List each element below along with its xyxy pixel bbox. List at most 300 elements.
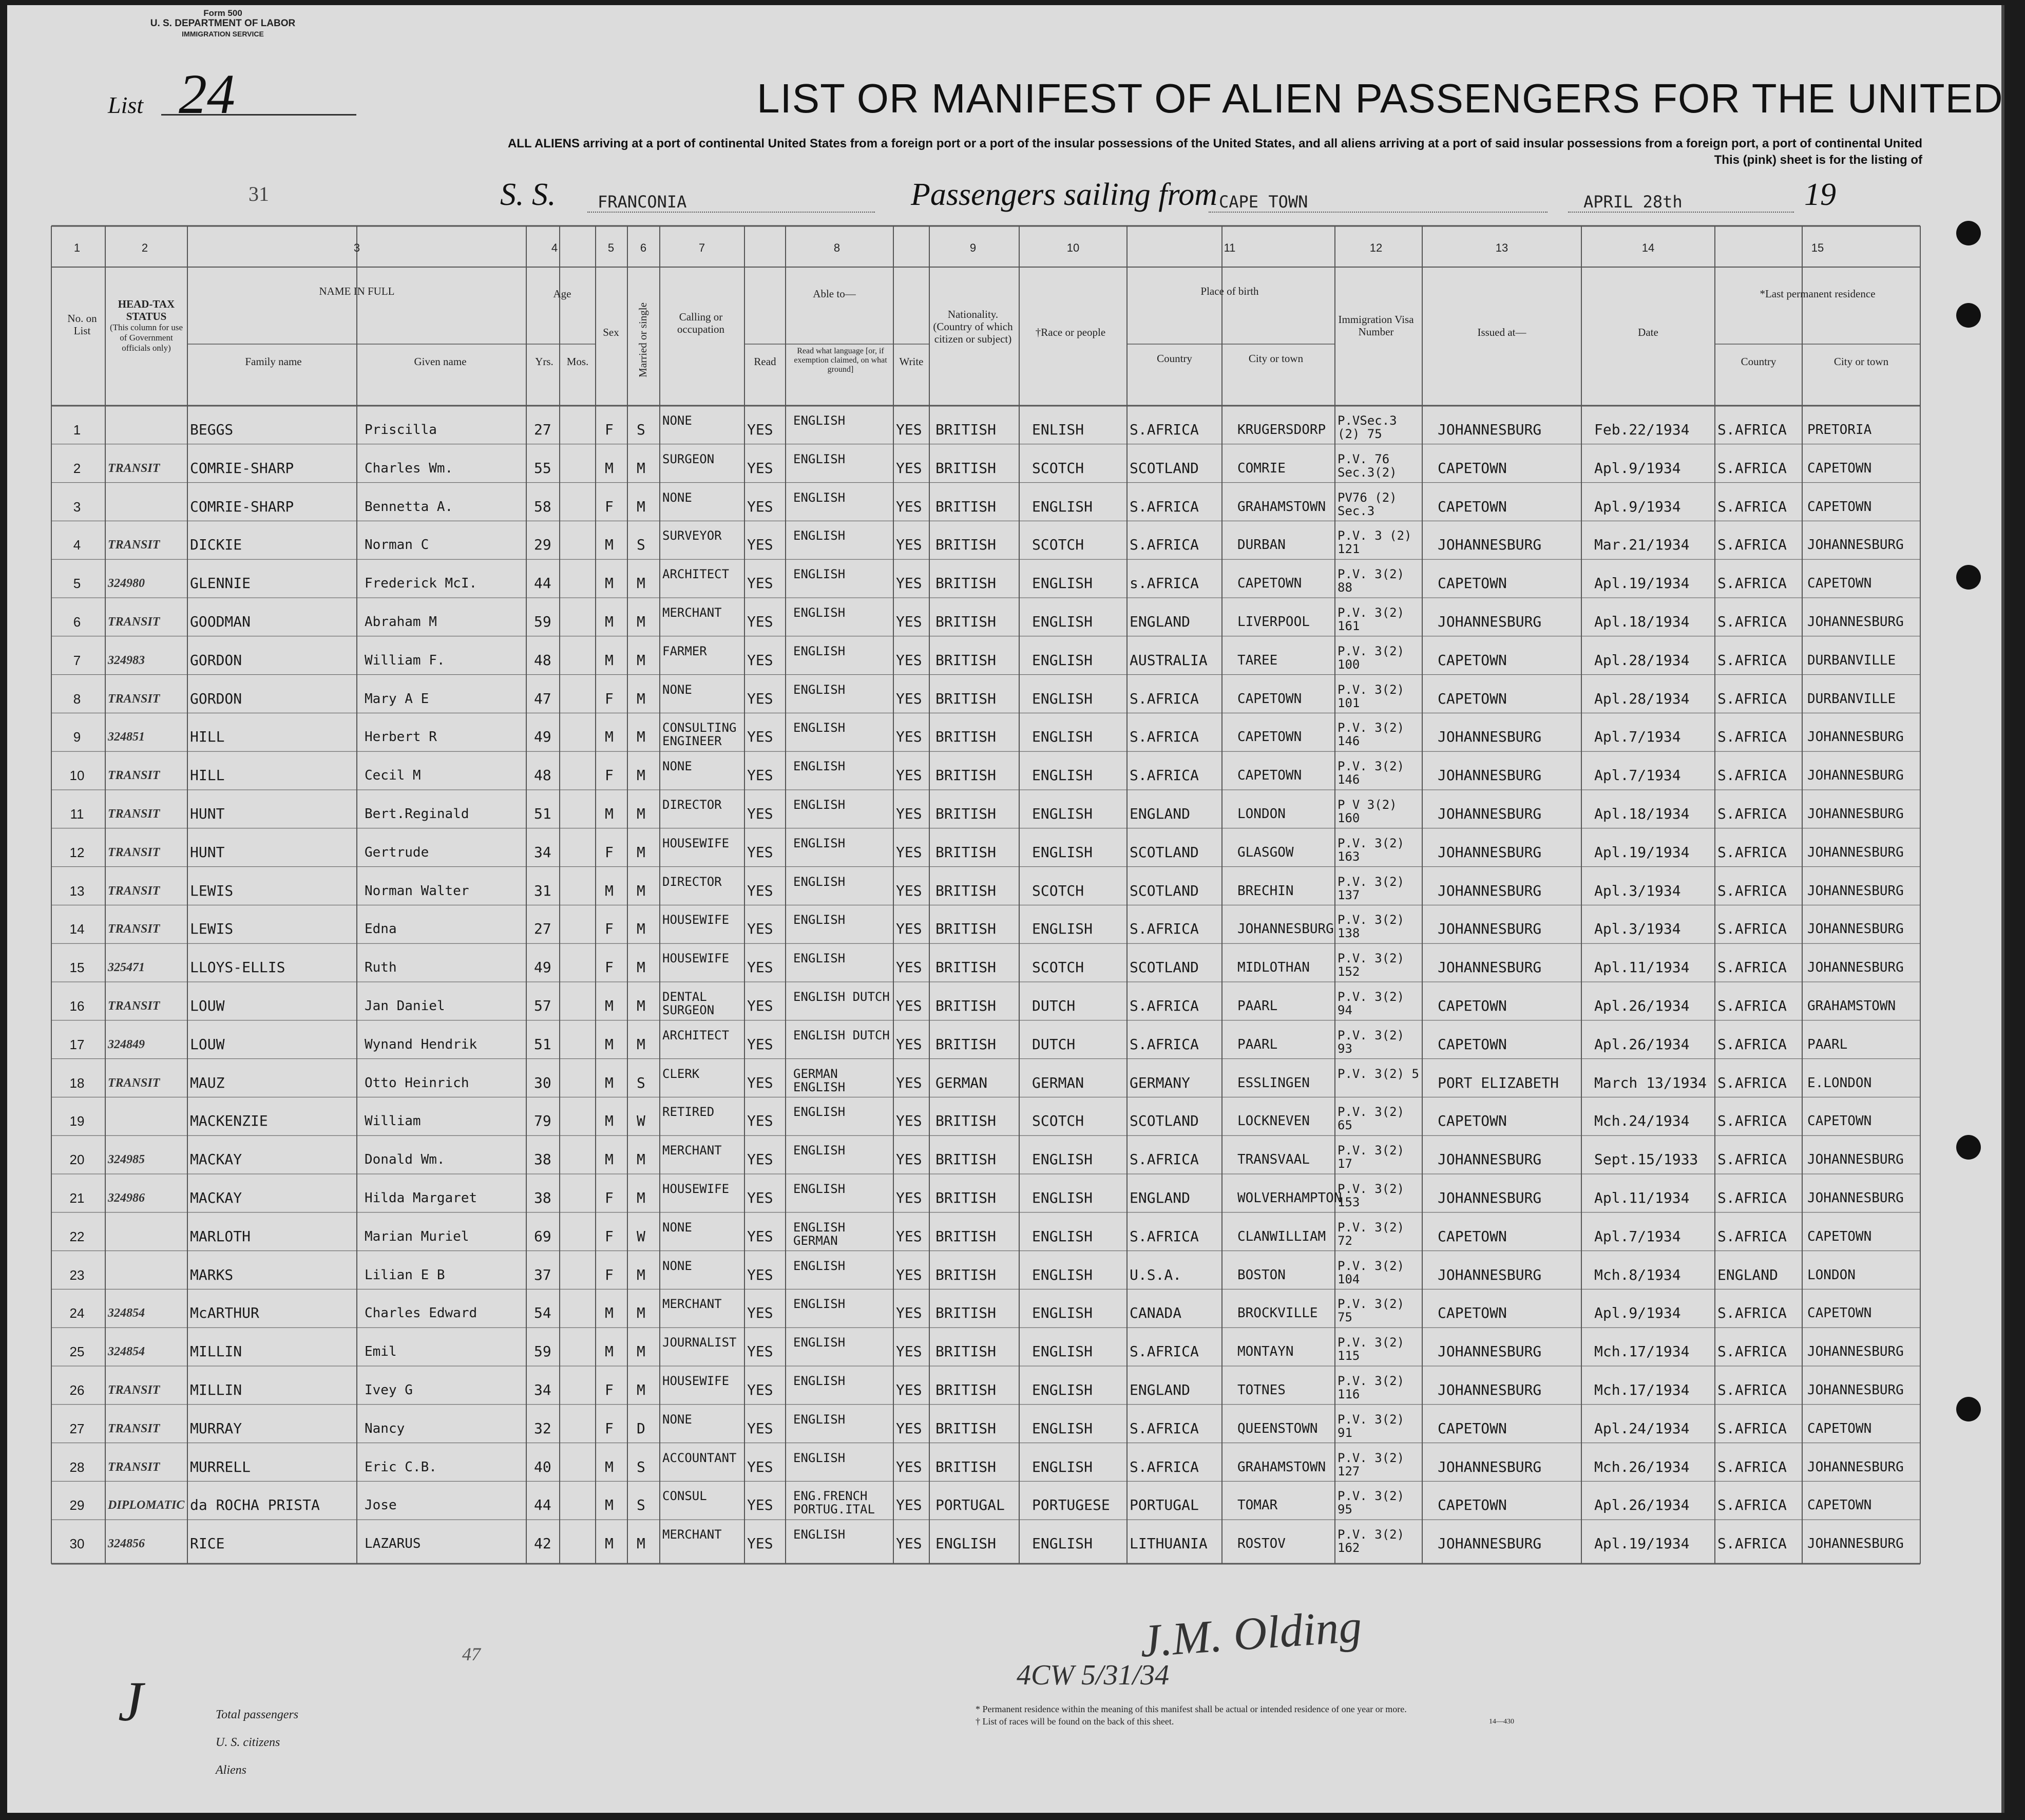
header-head-tax bbox=[108, 298, 185, 353]
marital-status: M bbox=[637, 613, 645, 630]
footnote-residence: * Permanent residence within the meaning of this manifest shall be actual or intended residence of one year or more. bbox=[976, 1704, 1407, 1714]
residence-city: CAPETOWN bbox=[1807, 1420, 1872, 1436]
read-language: ENGLISH bbox=[793, 1412, 846, 1427]
sex: M bbox=[605, 1151, 614, 1168]
header-married bbox=[627, 288, 658, 390]
residence-city: JOHANNESBURG bbox=[1807, 537, 1904, 553]
birth-city: MIDLOTHAN bbox=[1237, 960, 1310, 976]
residence-city: JOHANNESBURG bbox=[1807, 1536, 1904, 1552]
visa-number: P.V. 3(2) 93 bbox=[1338, 1028, 1405, 1056]
row-number: 4 bbox=[73, 537, 81, 553]
occupation: FARMER bbox=[662, 643, 707, 658]
header-head-tax-note: (This column for use of Government officials only) bbox=[109, 323, 183, 353]
row-number: 15 bbox=[69, 960, 85, 976]
issued-at: CAPETOWN bbox=[1438, 651, 1507, 669]
ship-name: FRANCONIA bbox=[598, 192, 687, 212]
birth-city: COMRIE bbox=[1237, 460, 1286, 476]
issued-at: JOHANNESBURG bbox=[1438, 805, 1542, 822]
visa-date: Apl.18/1934 bbox=[1594, 613, 1690, 630]
can-write: YES bbox=[896, 920, 922, 938]
visa-date: Apl.9/1934 bbox=[1594, 459, 1681, 477]
occupation: HOUSEWIFE bbox=[662, 913, 730, 927]
sex: M bbox=[605, 1496, 614, 1514]
head-tax-status: 324854 bbox=[108, 1345, 145, 1359]
family-name: HUNT bbox=[190, 843, 225, 861]
birth-country: S.AFRICA bbox=[1130, 498, 1199, 515]
list-number: 24 bbox=[179, 63, 235, 125]
given-name: Otto Heinrich bbox=[365, 1075, 469, 1091]
race: ENGLISH bbox=[1032, 843, 1093, 861]
occupation: SURVEYOR bbox=[662, 528, 722, 543]
departure-port: CAPE TOWN bbox=[1219, 192, 1308, 212]
age-years: 49 bbox=[534, 959, 551, 976]
birth-city: DURBAN bbox=[1237, 537, 1286, 553]
age-years: 37 bbox=[534, 1266, 551, 1283]
residence-country: S.AFRICA bbox=[1717, 843, 1787, 861]
residence-country: S.AFRICA bbox=[1717, 1304, 1787, 1322]
row-number: 9 bbox=[73, 729, 81, 745]
birth-city: ROSTOV bbox=[1237, 1536, 1286, 1552]
given-name: Edna bbox=[365, 921, 397, 937]
race: ENGLISH bbox=[1032, 1458, 1093, 1475]
given-name: LAZARUS bbox=[365, 1536, 421, 1552]
column-number: 8 bbox=[833, 241, 840, 254]
can-read: YES bbox=[747, 1189, 773, 1206]
residence-country: ENGLAND bbox=[1717, 1266, 1779, 1283]
family-name: RICE bbox=[190, 1535, 225, 1552]
row-number: 26 bbox=[69, 1382, 85, 1398]
column-number: 13 bbox=[1495, 241, 1508, 254]
given-name: Ruth bbox=[365, 960, 397, 976]
can-write: YES bbox=[896, 1496, 922, 1514]
birth-city: TAREE bbox=[1237, 652, 1278, 668]
age-years: 59 bbox=[534, 1343, 551, 1360]
birth-country: S.AFRICA bbox=[1130, 1419, 1199, 1437]
given-name: Gertrude bbox=[365, 844, 429, 860]
given-name: Abraham M bbox=[365, 614, 437, 630]
row-number: 10 bbox=[69, 768, 85, 784]
head-tax-status: 325471 bbox=[108, 961, 145, 975]
header-calling-label: Calling or occupation bbox=[677, 311, 725, 335]
row-number: 2 bbox=[73, 460, 81, 476]
visa-number: P.V. 3(2) 152 bbox=[1338, 951, 1405, 979]
read-language: ENGLISH bbox=[793, 836, 846, 850]
footer-annotation: 4CW 5/31/34 bbox=[1017, 1659, 1170, 1691]
birth-city: PAARL bbox=[1237, 998, 1278, 1014]
can-read: YES bbox=[747, 1151, 773, 1168]
residence-city: JOHANNESBURG bbox=[1807, 921, 1904, 937]
residence-city: DURBANVILLE bbox=[1807, 691, 1896, 707]
can-read: YES bbox=[747, 651, 773, 669]
residence-country: S.AFRICA bbox=[1717, 421, 1787, 438]
row-number: 29 bbox=[69, 1497, 85, 1513]
residence-country: S.AFRICA bbox=[1717, 1419, 1787, 1437]
read-language: ENGLISH bbox=[793, 759, 846, 774]
ship-line bbox=[587, 212, 875, 213]
can-write: YES bbox=[896, 1112, 922, 1130]
marital-status: M bbox=[637, 459, 645, 477]
sex: F bbox=[605, 843, 614, 861]
sex: F bbox=[605, 421, 614, 438]
residence-country: S.AFRICA bbox=[1717, 1381, 1787, 1398]
residence-country: S.AFRICA bbox=[1717, 690, 1787, 707]
visa-date: Apl.11/1934 bbox=[1594, 959, 1690, 976]
nationality: BRITISH bbox=[935, 728, 997, 746]
read-language: ENGLISH bbox=[793, 682, 846, 697]
birth-country: S.AFRICA bbox=[1130, 920, 1199, 938]
residence-city: CAPETOWN bbox=[1807, 460, 1872, 476]
given-name: Nancy bbox=[365, 1420, 405, 1436]
given-name: Norman Walter bbox=[365, 883, 469, 899]
race: ENLISH bbox=[1032, 421, 1084, 438]
can-write: YES bbox=[896, 459, 922, 477]
header-family-label: Family name bbox=[245, 355, 302, 368]
residence-country: S.AFRICA bbox=[1717, 1343, 1787, 1360]
race: ENGLISH bbox=[1032, 613, 1093, 630]
visa-date: Mch.26/1934 bbox=[1594, 1458, 1690, 1475]
sex: M bbox=[605, 1343, 614, 1360]
birth-country: CANADA bbox=[1130, 1304, 1182, 1322]
sex: M bbox=[605, 728, 614, 746]
given-name: Charles Edward bbox=[365, 1305, 477, 1321]
visa-number: P.V. 3(2) 75 bbox=[1338, 1297, 1405, 1325]
port-line bbox=[1209, 212, 1548, 213]
head-tax-status: TRANSIT bbox=[108, 807, 160, 821]
marital-status: M bbox=[637, 1304, 645, 1322]
nationality: BRITISH bbox=[935, 843, 997, 861]
can-read: YES bbox=[747, 959, 773, 976]
given-name: Norman C bbox=[365, 537, 429, 553]
residence-country: S.AFRICA bbox=[1717, 459, 1787, 477]
nationality: BRITISH bbox=[935, 920, 997, 938]
nationality: BRITISH bbox=[935, 1304, 997, 1322]
occupation: HOUSEWIFE bbox=[662, 836, 730, 850]
race: ENGLISH bbox=[1032, 1266, 1093, 1283]
visa-number: P.V. 3(2) 17 bbox=[1338, 1143, 1405, 1171]
occupation: NONE bbox=[662, 490, 692, 505]
issued-at: CAPETOWN bbox=[1438, 1112, 1507, 1130]
column-number: 2 bbox=[141, 241, 148, 254]
occupation: DIRECTOR bbox=[662, 874, 722, 889]
issued-at: JOHANNESBURG bbox=[1438, 843, 1542, 861]
marital-status: M bbox=[637, 920, 645, 938]
read-language: ENGLISH bbox=[793, 1335, 846, 1350]
sex: F bbox=[605, 1266, 614, 1283]
age-years: 40 bbox=[534, 1458, 551, 1475]
visa-date: March 13/1934 bbox=[1594, 1074, 1707, 1091]
can-read: YES bbox=[747, 1496, 773, 1514]
residence-country: S.AFRICA bbox=[1717, 1189, 1787, 1206]
sex: F bbox=[605, 1227, 614, 1245]
age-years: 31 bbox=[534, 882, 551, 899]
sex: M bbox=[605, 1112, 614, 1130]
residence-country: S.AFRICA bbox=[1717, 882, 1787, 899]
age-years: 58 bbox=[534, 498, 551, 515]
header-no-label: No. on List bbox=[67, 312, 97, 337]
header-given bbox=[357, 355, 524, 368]
column-number: 15 bbox=[1811, 241, 1824, 254]
can-read: YES bbox=[747, 997, 773, 1014]
can-write: YES bbox=[896, 1304, 922, 1322]
marital-status: D bbox=[637, 1419, 645, 1437]
head-tax-status: TRANSIT bbox=[108, 769, 160, 783]
row-number: 27 bbox=[69, 1420, 85, 1436]
column-number: 3 bbox=[353, 241, 360, 254]
can-read: YES bbox=[747, 1381, 773, 1398]
residence-city: CAPETOWN bbox=[1807, 1228, 1872, 1244]
row-number: 6 bbox=[73, 614, 81, 630]
age-years: 69 bbox=[534, 1227, 551, 1245]
can-read: YES bbox=[747, 690, 773, 707]
can-read: YES bbox=[747, 421, 773, 438]
residence-city: CAPETOWN bbox=[1807, 1113, 1872, 1129]
birth-country: ENGLAND bbox=[1130, 1189, 1191, 1206]
header-birth-city-label: City or town bbox=[1248, 352, 1304, 365]
signature: J.M. Olding bbox=[1138, 1601, 1364, 1667]
header-birth-city bbox=[1222, 352, 1330, 365]
can-write: YES bbox=[896, 843, 922, 861]
birth-city: TOMAR bbox=[1237, 1497, 1278, 1513]
occupation: DIRECTOR bbox=[662, 798, 722, 812]
read-language: GERMAN ENGLISH bbox=[793, 1066, 846, 1094]
sex: M bbox=[605, 1535, 614, 1552]
row-number: 7 bbox=[73, 652, 81, 668]
header-read-lang-label: Read what language [or, if exemption claimed, on what ground] bbox=[794, 347, 887, 374]
occupation: NONE bbox=[662, 1412, 692, 1427]
issued-at: JOHANNESBURG bbox=[1438, 1266, 1542, 1283]
visa-number: P.V. 3(2) 115 bbox=[1338, 1335, 1405, 1363]
given-name: Wynand Hendrik bbox=[365, 1036, 477, 1052]
sex: F bbox=[605, 920, 614, 938]
marital-status: M bbox=[637, 1381, 645, 1398]
given-name: Marian Muriel bbox=[365, 1228, 469, 1244]
birth-country: S.AFRICA bbox=[1130, 421, 1199, 438]
head-tax-status: 324854 bbox=[108, 1306, 145, 1320]
family-name: MACKENZIE bbox=[190, 1112, 268, 1130]
can-write: YES bbox=[896, 1535, 922, 1552]
occupation: NONE bbox=[662, 682, 692, 697]
occupation: RETIRED bbox=[662, 1105, 715, 1120]
visa-number: P.V. 3(2) 72 bbox=[1338, 1220, 1405, 1248]
birth-country: S.AFRICA bbox=[1130, 1035, 1199, 1053]
birth-city: GLASGOW bbox=[1237, 844, 1294, 860]
visa-number: P.V. 76 Sec.3(2) bbox=[1338, 451, 1397, 480]
issued-at: CAPETOWN bbox=[1438, 459, 1507, 477]
can-write: YES bbox=[896, 1266, 922, 1283]
sex: F bbox=[605, 498, 614, 515]
issued-at: JOHANNESBURG bbox=[1438, 1458, 1542, 1475]
nationality: BRITISH bbox=[935, 536, 997, 554]
marital-status: M bbox=[637, 1189, 645, 1206]
given-name: Priscilla bbox=[365, 422, 437, 438]
nationality: BRITISH bbox=[935, 882, 997, 899]
nationality: ENGLISH bbox=[935, 1535, 997, 1552]
row-number: 19 bbox=[69, 1113, 85, 1129]
age-years: 38 bbox=[534, 1189, 551, 1206]
header-head-tax-label: HEAD-TAX STATUS bbox=[118, 298, 175, 323]
row-number: 24 bbox=[69, 1305, 85, 1321]
age-years: 29 bbox=[534, 536, 551, 554]
visa-date: Apl.9/1934 bbox=[1594, 498, 1681, 515]
can-read: YES bbox=[747, 498, 773, 515]
birth-country: SCOTLAND bbox=[1130, 459, 1199, 477]
birth-country: S.AFRICA bbox=[1130, 536, 1199, 554]
read-language: ENGLISH bbox=[793, 1450, 846, 1465]
nationality: BRITISH bbox=[935, 1458, 997, 1475]
issued-at: JOHANNESBURG bbox=[1438, 421, 1542, 438]
birth-city: BROCKVILLE bbox=[1237, 1305, 1318, 1321]
header-yrs bbox=[526, 355, 562, 368]
residence-country: S.AFRICA bbox=[1717, 651, 1787, 669]
punch-hole bbox=[1956, 1135, 1981, 1160]
given-name: Lilian E B bbox=[365, 1267, 445, 1283]
row-number: 22 bbox=[69, 1228, 85, 1244]
birth-country: SCOTLAND bbox=[1130, 882, 1199, 899]
read-language: ENGLISH bbox=[793, 643, 846, 658]
year-label: 19 bbox=[1804, 177, 1836, 212]
sex: M bbox=[605, 1074, 614, 1091]
residence-city: E.LONDON bbox=[1807, 1075, 1872, 1091]
residence-city: PAARL bbox=[1807, 1036, 1848, 1052]
header-birth-country-label: Country bbox=[1157, 352, 1192, 365]
nationality: BRITISH bbox=[935, 1151, 997, 1168]
passengers-sailing-label: Passengers sailing from bbox=[911, 177, 1218, 212]
residence-city: JOHANNESBURG bbox=[1807, 768, 1904, 784]
residence-country: S.AFRICA bbox=[1717, 1112, 1787, 1130]
read-language: ENGLISH bbox=[793, 1143, 846, 1158]
nationality: BRITISH bbox=[935, 1419, 997, 1437]
occupation: MERCHANT bbox=[662, 1143, 722, 1158]
residence-country: S.AFRICA bbox=[1717, 1535, 1787, 1552]
residence-city: JOHANNESBURG bbox=[1807, 1152, 1904, 1168]
age-years: 42 bbox=[534, 1535, 551, 1552]
residence-city: JOHANNESBURG bbox=[1807, 729, 1904, 745]
race: ENGLISH bbox=[1032, 1151, 1093, 1168]
birth-country: GERMANY bbox=[1130, 1074, 1191, 1091]
sex: M bbox=[605, 651, 614, 669]
header-no bbox=[62, 312, 103, 337]
read-language: ENGLISH bbox=[793, 798, 846, 812]
header-residence-label: *Last permanent residence bbox=[1760, 288, 1876, 300]
nationality: BRITISH bbox=[935, 1112, 997, 1130]
race: ENGLISH bbox=[1032, 1381, 1093, 1398]
header-given-label: Given name bbox=[414, 355, 467, 368]
sex: F bbox=[605, 690, 614, 707]
residence-country: S.AFRICA bbox=[1717, 613, 1787, 630]
family-name: MURRAY bbox=[190, 1419, 242, 1437]
nationality: BRITISH bbox=[935, 1227, 997, 1245]
marital-status: M bbox=[637, 651, 645, 669]
can-read: YES bbox=[747, 1035, 773, 1053]
age-years: 51 bbox=[534, 1035, 551, 1053]
marital-status: M bbox=[637, 498, 645, 515]
list-label: List bbox=[108, 92, 144, 118]
age-years: 49 bbox=[534, 728, 551, 746]
read-language: ENGLISH bbox=[793, 1258, 846, 1273]
race: ENGLISH bbox=[1032, 1419, 1093, 1437]
birth-country: S.AFRICA bbox=[1130, 1227, 1199, 1245]
family-name: da ROCHA PRISTA bbox=[190, 1496, 320, 1514]
family-name: LEWIS bbox=[190, 920, 234, 938]
occupation: JOURNALIST bbox=[662, 1335, 737, 1350]
read-language: ENGLISH DUTCH bbox=[793, 1028, 890, 1042]
marital-status: M bbox=[637, 1035, 645, 1053]
header-date-label: Date bbox=[1638, 326, 1658, 338]
read-language: ENGLISH bbox=[793, 874, 846, 889]
date-line bbox=[1568, 212, 1794, 213]
visa-number: P.V. 3(2) 146 bbox=[1338, 721, 1405, 749]
age-years: 34 bbox=[534, 1381, 551, 1398]
visa-date: Apl.19/1934 bbox=[1594, 575, 1690, 592]
column-number: 6 bbox=[640, 241, 647, 254]
read-language: ENGLISH bbox=[793, 605, 846, 620]
issued-at: CAPETOWN bbox=[1438, 1227, 1507, 1245]
family-name: LOUW bbox=[190, 997, 225, 1014]
family-name: GORDON bbox=[190, 690, 242, 707]
birth-city: ESSLINGEN bbox=[1237, 1075, 1310, 1091]
occupation: MERCHANT bbox=[662, 605, 722, 620]
race: ENGLISH bbox=[1032, 805, 1093, 822]
can-write: YES bbox=[896, 767, 922, 784]
visa-number: P.V. 3(2) 162 bbox=[1338, 1527, 1405, 1556]
can-write: YES bbox=[896, 536, 922, 554]
birth-country: S.AFRICA bbox=[1130, 728, 1199, 746]
age-years: 54 bbox=[534, 1304, 551, 1322]
head-tax-status: 324985 bbox=[108, 1153, 145, 1167]
visa-number: P.V. 3(2) 146 bbox=[1338, 759, 1405, 787]
visa-number: P V 3(2) 160 bbox=[1338, 798, 1397, 825]
header-name bbox=[190, 285, 524, 297]
read-language: ENGLISH bbox=[793, 451, 846, 466]
age-years: 48 bbox=[534, 651, 551, 669]
race: SCOTCH bbox=[1032, 882, 1084, 899]
family-name: GLENNIE bbox=[190, 575, 251, 592]
family-name: COMRIE-SHARP bbox=[190, 498, 294, 515]
head-tax-status: 324849 bbox=[108, 1037, 145, 1051]
sex: M bbox=[605, 805, 614, 822]
visa-number: P.V. 3(2) 95 bbox=[1338, 1489, 1405, 1517]
birth-city: CAPETOWN bbox=[1237, 691, 1302, 707]
residence-country: S.AFRICA bbox=[1717, 1458, 1787, 1475]
age-years: 51 bbox=[534, 805, 551, 822]
row-number: 18 bbox=[69, 1075, 85, 1091]
birth-city: CLANWILLIAM bbox=[1237, 1228, 1326, 1244]
race: SCOTCH bbox=[1032, 1112, 1084, 1130]
read-language: ENGLISH bbox=[793, 1297, 846, 1312]
nationality: GERMAN bbox=[935, 1074, 988, 1091]
row-number: 20 bbox=[69, 1152, 85, 1168]
visa-number: P.V. 3(2) 88 bbox=[1338, 567, 1405, 595]
sex: M bbox=[605, 1304, 614, 1322]
residence-country: S.AFRICA bbox=[1717, 1035, 1787, 1053]
header-write-label: Write bbox=[899, 355, 924, 368]
occupation: CLERK bbox=[662, 1066, 700, 1081]
can-read: YES bbox=[747, 882, 773, 899]
nationality: BRITISH bbox=[935, 690, 997, 707]
occupation: ACCOUNTANT bbox=[662, 1450, 737, 1465]
issued-at: CAPETOWN bbox=[1438, 1419, 1507, 1437]
nationality: BRITISH bbox=[935, 651, 997, 669]
occupation: SURGEON bbox=[662, 451, 715, 466]
birth-country: PORTUGAL bbox=[1130, 1496, 1199, 1514]
given-name: Hilda Margaret bbox=[365, 1190, 477, 1206]
birth-city: LONDON bbox=[1237, 806, 1286, 822]
race: ENGLISH bbox=[1032, 1343, 1093, 1360]
marital-status: M bbox=[637, 997, 645, 1014]
marital-status: S bbox=[637, 1496, 645, 1514]
row-number: 5 bbox=[73, 576, 81, 592]
given-name: Frederick McI. bbox=[365, 576, 477, 592]
